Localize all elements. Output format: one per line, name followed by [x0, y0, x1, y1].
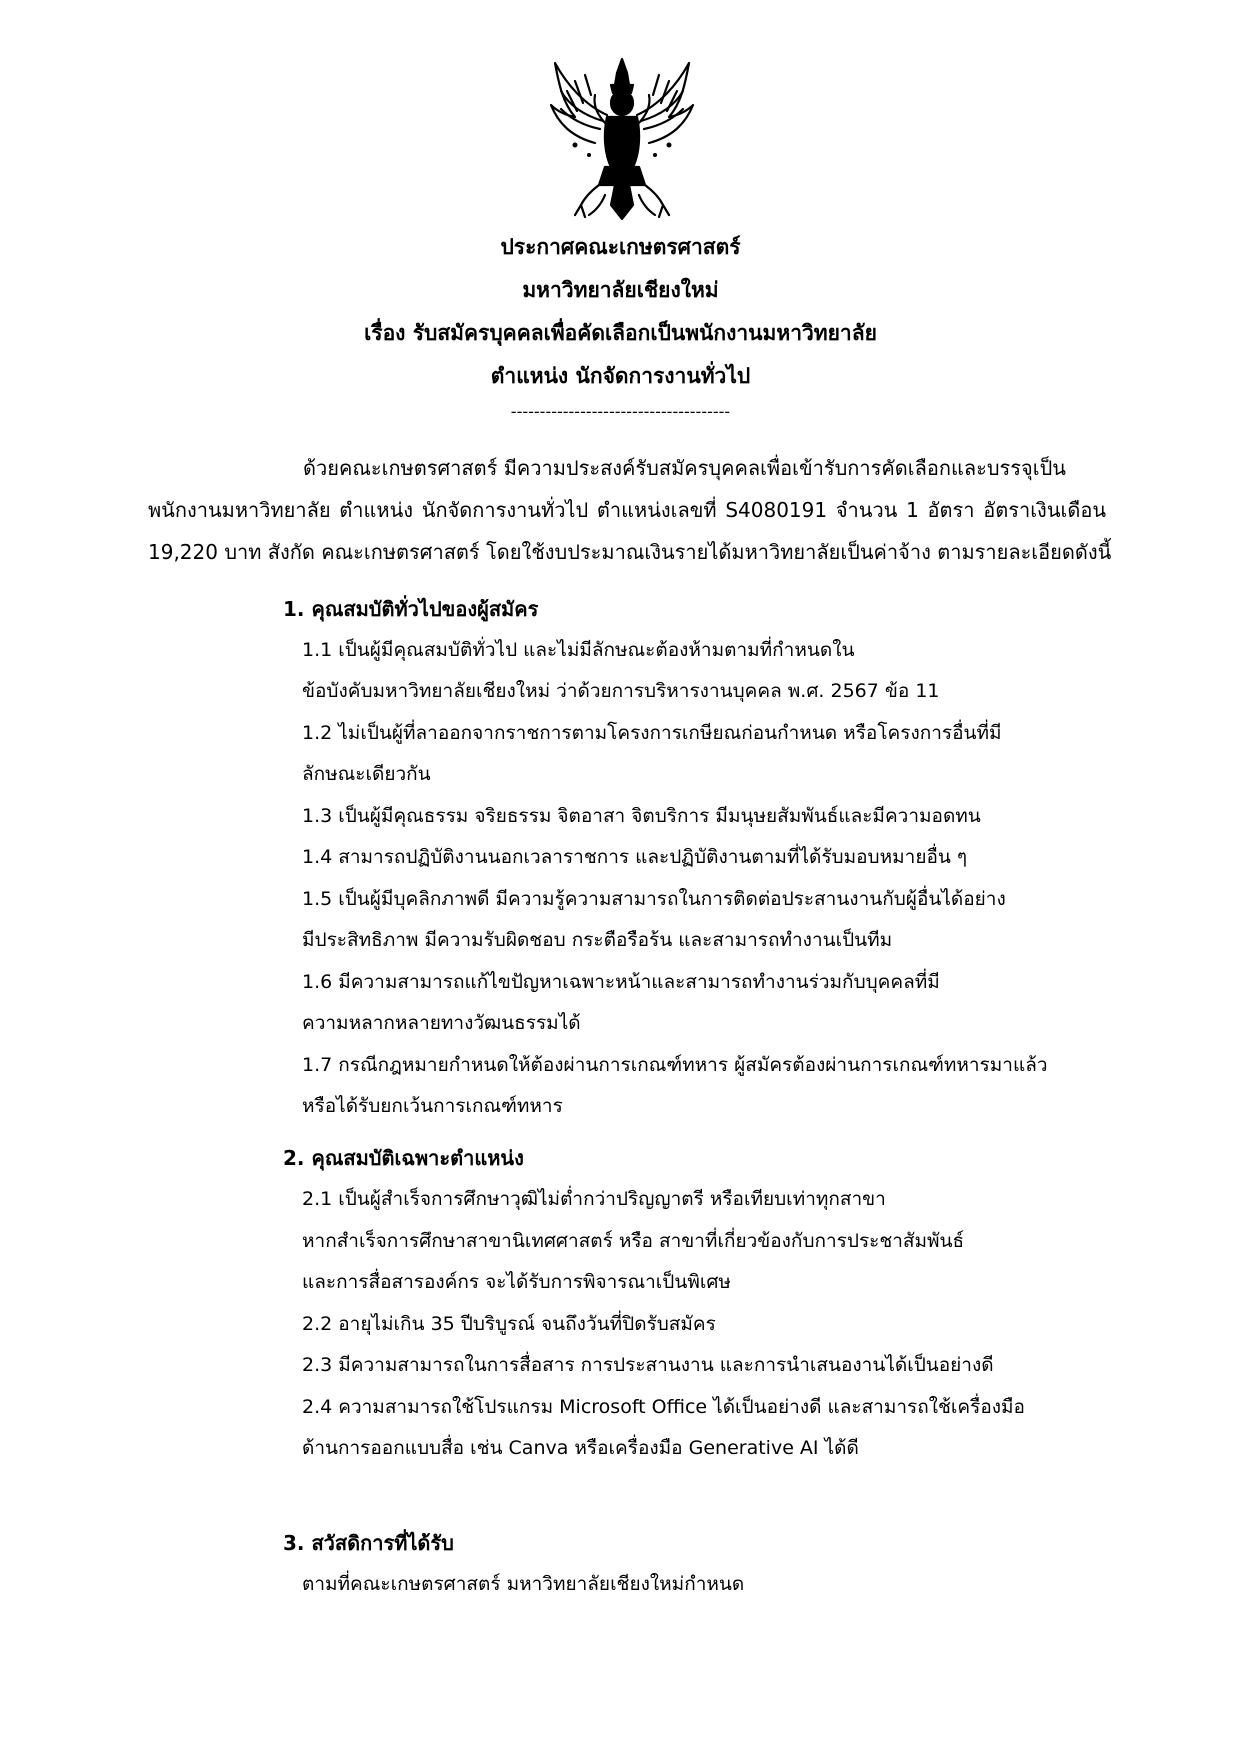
university-name: มหาวิทยาลัยเชียงใหม่: [522, 278, 719, 302]
section-2-line: ด้านการออกแบบสื่อ เช่น Canva หรือเครื่องมือ Generative AI ได้ดี: [302, 1437, 859, 1459]
announcement-subject: เรื่อง รับสมัครบุคคลเพื่อคัดเลือกเป็นพนักงานมหาวิทยาลัย: [364, 321, 877, 345]
section-3-heading: 3. สวัสดิการที่ได้รับ: [283, 1531, 454, 1555]
position-title: ตำแหน่ง นักจัดการงานทั่วไป: [490, 364, 751, 388]
section-1-line: หรือได้รับยกเว้นการเกณฑ์ทหาร: [302, 1095, 563, 1117]
garuda-emblem-icon: [545, 55, 700, 225]
section-1-line: 1.1 เป็นผู้มีคุณสมบัติทั่วไป และไม่มีลักษณะต้องห้ามตามที่กำหนดใน: [302, 639, 855, 661]
section-2-line: หากสำเร็จการศึกษาสาขานิเทศศาสตร์ หรือ สาขาที่เกี่ยวข้องกับการประชาสัมพันธ์: [302, 1230, 965, 1252]
section-2-line: 2.2 อายุไม่เกิน 35 ปีบริบูรณ์ จนถึงวันที่ปิดรับสมัคร: [302, 1313, 716, 1335]
section-1-line: ข้อบังคับมหาวิทยาลัยเชียงใหม่ ว่าด้วยการบริหารงานบุคคล พ.ศ. 2567 ข้อ 11: [302, 680, 940, 702]
title-divider: --------------------------------------: [510, 402, 731, 421]
section-1-line: 1.7 กรณีกฎหมายกำหนดให้ต้องผ่านการเกณฑ์ทหาร ผู้สมัครต้องผ่านการเกณฑ์ทหารมาแล้ว: [302, 1054, 1048, 1076]
section-2-line: และการสื่อสารองค์กร จะได้รับการพิจารณาเป็นพิเศษ: [302, 1271, 731, 1293]
section-1-line: 1.3 เป็นผู้มีคุณธรรม จริยธรรม จิตอาสา จิตบริการ มีมนุษยสัมพันธ์และมีความอดทน: [302, 805, 981, 827]
section-2-line: 2.3 มีความสามารถในการสื่อสาร การประสานงาน และการนำเสนองานได้เป็นอย่างดี: [302, 1354, 994, 1376]
section-2-heading: 2. คุณสมบัติเฉพาะตำแหน่ง: [283, 1146, 524, 1170]
section-2-line: 2.4 ความสามารถใช้โปรแกรม Microsoft Office ได้เป็นอย่างดี และสามารถใช้เครื่องมือ: [302, 1396, 1025, 1418]
intro-line-3: 19,220 บาท สังกัด คณะเกษตรศาสตร์ โดยใช้งบประมาณเงินรายได้มหาวิทยาลัยเป็นค่าจ้าง ตามรายละเอียดดังนี้: [148, 540, 1112, 564]
section-1-line: มีประสิทธิภาพ มีความรับผิดชอบ กระตือรือร้น และสามารถทำงานเป็นทีม: [302, 929, 893, 951]
section-1-line: ความหลากหลายทางวัฒนธรรมได้: [302, 1012, 581, 1034]
intro-line-1: ด้วยคณะเกษตรศาสตร์ มีความประสงค์รับสมัครบุคคลเพื่อเข้ารับการคัดเลือกและบรรจุเป็น: [303, 456, 1066, 480]
section-1-line: ลักษณะเดียวกัน: [302, 763, 431, 785]
section-1-line: 1.5 เป็นผู้มีบุคลิกภาพดี มีความรู้ความสามารถในการติดต่อประสานงานกับผู้อื่นได้อย่าง: [302, 888, 1006, 910]
section-3-line: ตามที่คณะเกษตรศาสตร์ มหาวิทยาลัยเชียงใหม่กำหนด: [302, 1573, 745, 1595]
section-1-line: 1.2 ไม่เป็นผู้ที่ลาออกจากราชการตามโครงการเกษียณก่อนกำหนด หรือโครงการอื่นที่มี: [302, 722, 1002, 744]
section-2-line: 2.1 เป็นผู้สำเร็จการศึกษาวุฒิไม่ต่ำกว่าปริญญาตรี หรือเทียบเท่าทุกสาขา: [302, 1188, 886, 1210]
section-1-line: 1.4 สามารถปฏิบัติงานนอกเวลาราชการ และปฏิบัติงานตามที่ได้รับมอบหมายอื่น ๆ: [302, 846, 968, 868]
section-1-line: 1.6 มีความสามารถแก้ไขปัญหาเฉพาะหน้าและสามารถทำงานร่วมกับบุคคลที่มี: [302, 971, 940, 993]
announcement-issuer: ประกาศคณะเกษตรศาสตร์: [500, 235, 741, 259]
section-1-heading: 1. คุณสมบัติทั่วไปของผู้สมัคร: [283, 597, 539, 621]
intro-line-2: พนักงานมหาวิทยาลัย ตำแหน่ง นักจัดการงานทั่วไป ตำแหน่งเลขที่ S4080191 จำนวน 1 อัตรา อัตราเงินเดือน: [148, 498, 1106, 522]
